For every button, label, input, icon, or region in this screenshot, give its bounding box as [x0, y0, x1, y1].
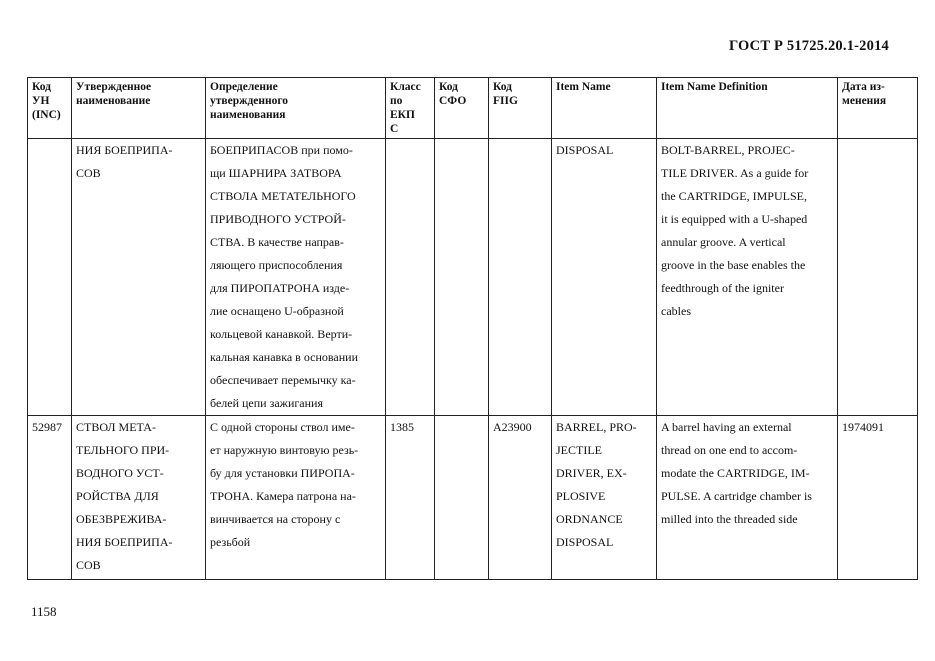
cell-inc [28, 139, 72, 416]
column-header-item-name: Item Name [552, 78, 657, 139]
cell-approved-name: НИЯ БОЕПРИПА- СОВ [72, 139, 206, 416]
cell-item-name-definition: BOLT-BARREL, PROJEC- TILE DRIVER. As a guide for the CARTRIDGE, IMPULSE, it is equipped with a U-shaped annular groove. A vertical groove in the base enables the feedthrough of the igniter cables [657, 139, 838, 416]
cell-change-date [838, 139, 918, 416]
cell-inc: 52987 [28, 416, 72, 580]
column-header-sfo: Код СФО [435, 78, 489, 139]
spec-table [27, 77, 918, 580]
cell-sfo [435, 139, 489, 416]
column-header-change-date: Дата из- менения [838, 78, 918, 139]
cell-definition: БОЕПРИПАСОВ при помо- щи ШАРНИРА ЗАТВОРА СТВОЛА МЕТАТЕЛЬНОГО ПРИВОДНОГО УСТРОЙ- СТВА. В качестве направ- ляющего приспособления для ПИРОПАТРОНА изде- лие оснащено U-образной кольцевой канавкой. Верти- кальная канавка в основании обеспечивает перемычку ка- белей цепи зажигания [206, 139, 386, 416]
cell-class: 1385 [386, 416, 435, 580]
standard-header: ГОСТ Р 51725.20.1-2014 [728, 38, 889, 54]
cell-fiig: A23900 [489, 416, 552, 580]
page-number: 1158 [31, 604, 57, 619]
cell-item-name-definition: A barrel having an external thread on one end to accom- modate the CARTRIDGE, IM- PULSE. A cartridge chamber is milled into the threaded side [657, 416, 838, 580]
column-header-item-name-definition: Item Name Definition [657, 78, 838, 139]
cell-item-name: BARREL, PRO- JECTILE DRIVER, EX- PLOSIVE ORDNANCE DISPOSAL [552, 416, 657, 580]
cell-approved-name: СТВОЛ МЕТА- ТЕЛЬНОГО ПРИ- ВОДНОГО УСТ- РОЙСТВА ДЛЯ ОБЕЗВРЕЖИВА- НИЯ БОЕПРИПА- СОВ [72, 416, 206, 580]
column-header-definition: Определение утвержденного наименования [206, 78, 386, 139]
column-header-class: Класс по ЕКП С [386, 78, 435, 139]
cell-item-name: DISPOSAL [552, 139, 657, 416]
table-row [28, 139, 918, 416]
cell-fiig [489, 139, 552, 416]
table-header-row [28, 78, 918, 139]
cell-class [386, 139, 435, 416]
cell-definition: С одной стороны ствол име- ет наружную винтовую резь- бу для установки ПИРОПА- ТРОНА. Камера патрона на- винчивается на сторону с резьбой [206, 416, 386, 580]
column-header-approved-name: Утвержденное наименование [72, 78, 206, 139]
cell-sfo [435, 416, 489, 580]
column-header-inc: Код УН (INC) [28, 78, 72, 139]
column-header-fiig: Код FIIG [489, 78, 552, 139]
cell-change-date: 1974091 [838, 416, 918, 580]
table-row [28, 416, 918, 580]
